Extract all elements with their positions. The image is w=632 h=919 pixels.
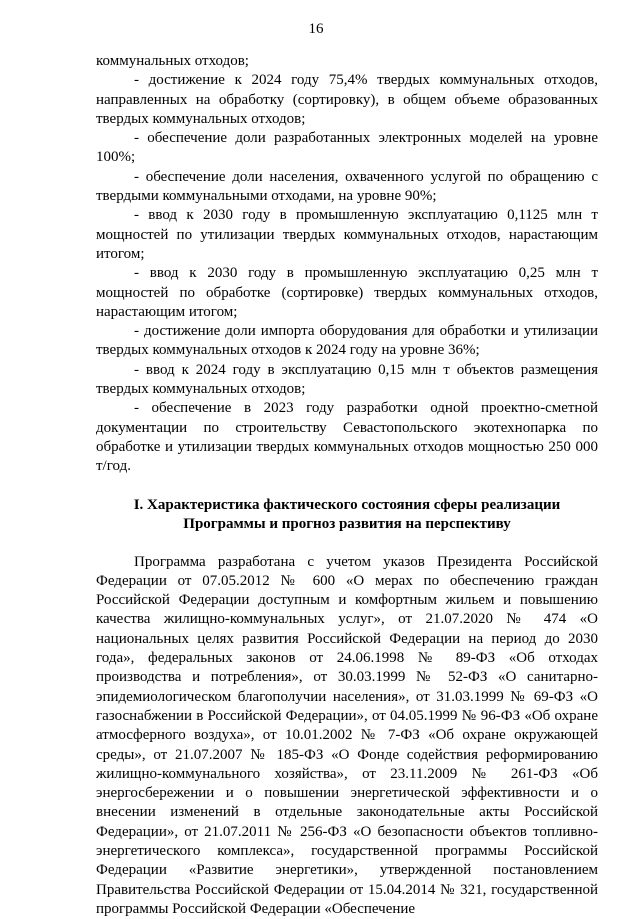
list-item: - ввод к 2024 году в эксплуатацию 0,15 млн т объектов размещения твердых коммунальных отходов;: [96, 361, 598, 398]
section-heading-line-1: I. Характеристика фактического состояния сферы реализации: [133, 496, 561, 513]
list-item: - ввод к 2030 году в промышленную эксплуатацию 0,25 млн т мощностей по обработке (сортировке) твердых коммунальных отходов, нарастающим итогом;: [96, 265, 598, 320]
list-item-continuation: коммунальных отходов;: [96, 53, 249, 69]
list-item: - ввод к 2030 году в промышленную эксплуатацию 0,1125 млн т мощностей по утилизации твердых коммунальных отходов, нарастающим итогом;: [96, 207, 598, 262]
list-item: - достижение доли импорта оборудования для обработки и утилизации твердых коммунальных отходов к 2024 году на уровне 36%;: [96, 323, 598, 359]
page-number: 16: [308, 21, 324, 37]
body-paragraph: Программа разработана с учетом указов Президента Российской Федерации от 07.05.2012 № 600 «О мерах по обеспечению граждан Российской Федерации доступным и комфортным жильем и повышению качества жилищно-коммунальных услуг», от 21.07.2020 № 474 «О национальных целях развития Российской Федерации на период до 2030 года», федеральных законов от 24.06.1998 № 89-ФЗ «Об отходах производства и потребления», от 30.03.1999 № 52-ФЗ «О санитарно-эпидемиологическом благополучии населения», от 31.03.1999 № 69-ФЗ «О газоснабжении в Российской Федерации», от 04.05.1999 № 96-ФЗ «Об охране атмосферного воздуха», от 10.01.2002 № 7-ФЗ «Об охране окружающей среды», от 21.07.2007 № 185-ФЗ «О Фонде содействия реформированию жилищно-коммунального хозяйства», от 23.11.2009 № 261-ФЗ «Об энергосбережении и о повышении энергетической эффективности и о внесении изменений в отдельные законодательные акты Российской Федерации», от 21.07.2011 № 256-ФЗ «О безопасности объектов топливно-энергетического комплекса», государственной программы Российской Федерации «Развитие энергетики», утвержденной постановлением Правительства Российской Федерации от 15.04.2014 № 321, государственной программы Российской Федерации «Обеспечение: [96, 553, 598, 917]
document-body: [96, 52, 598, 919]
section-heading: [96, 496, 598, 535]
list-item: - обеспечение доли населения, охваченного услугой по обращению с твердыми коммунальными отходами, на уровне 90%;: [96, 168, 598, 205]
list-item: - обеспечение доли разработанных электронных моделей на уровне 100%;: [96, 130, 598, 166]
list-item: - обеспечение в 2023 году разработки одной проектно-сметной документации по строительству Севастопольского экотехнопарка по обработке и утилизации твердых коммунальных отходов мощностью 250 000 т/год.: [96, 400, 598, 475]
list-item: - достижение к 2024 году 75,4% твердых коммунальных отходов, направленных на обработку (сортировку), в общем объеме образованных твердых коммунальных отходов;: [96, 72, 598, 127]
section-heading-line-2: Программы и прогноз развития на перспективу: [183, 516, 511, 533]
